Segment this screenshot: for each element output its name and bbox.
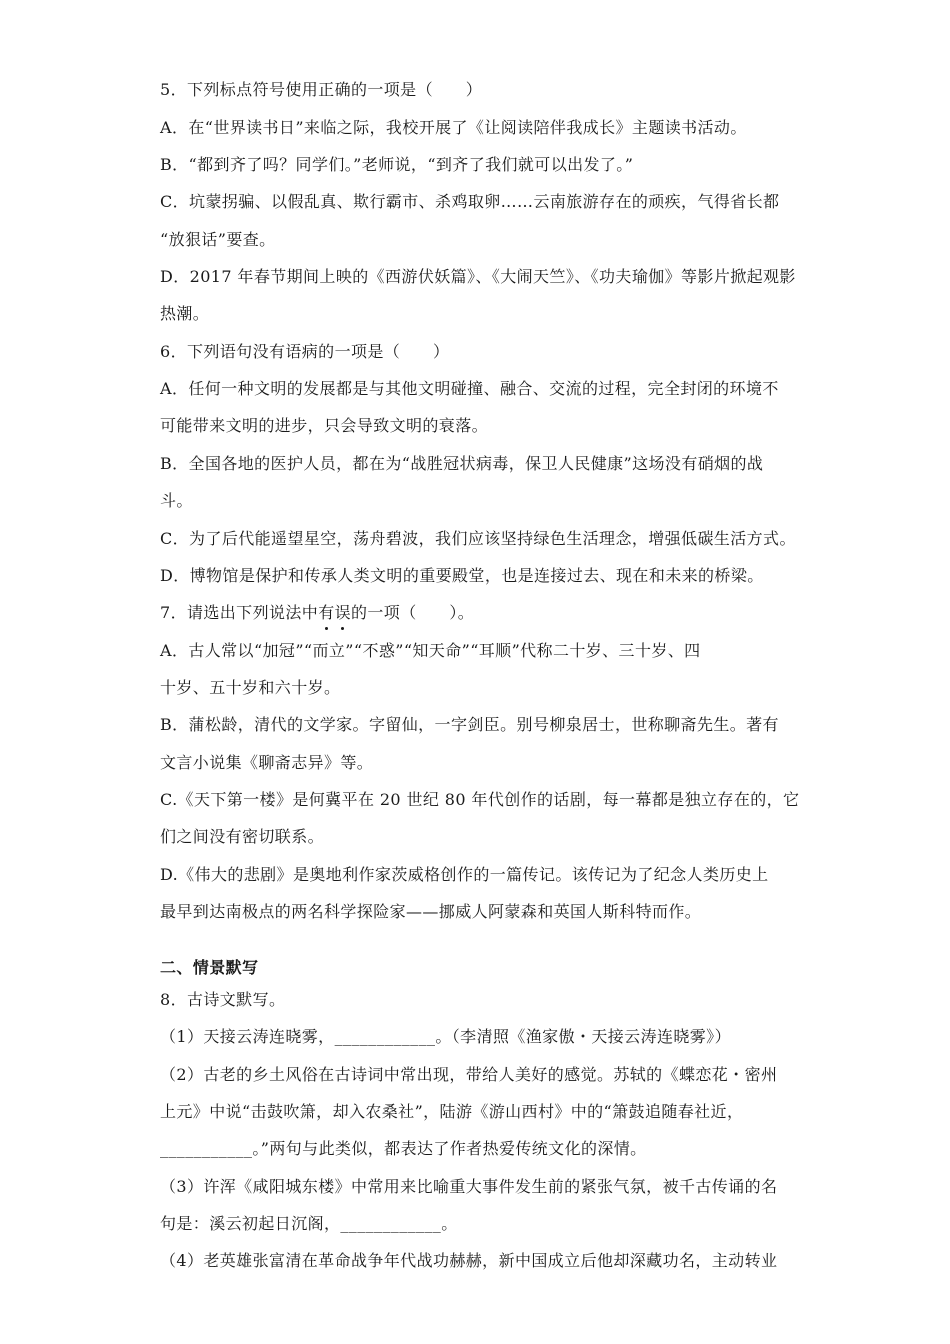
q7-option-b-line2: 文言小说集《聊斋志异》等。 bbox=[160, 753, 374, 772]
q8-stem: 8．古诗文默写。 bbox=[160, 990, 286, 1009]
q7-option-b-line1: B．蒲松龄，清代的文学家。字留仙，一字剑臣。别号柳泉居士，世称聊斋先生。著有 bbox=[160, 715, 779, 734]
q7-option-d-line2: 最早到达南极点的两名科学探险家——挪威人阿蒙森和英国人斯科特而作。 bbox=[160, 902, 702, 921]
q7-option-a-line1: A．古人常以“加冠”“而立”“不惑”“知天命”“耳顺”代称二十岁、三十岁、四 bbox=[160, 641, 701, 660]
q5-stem: 5．下列标点符号使用正确的一项是（ ） bbox=[160, 80, 483, 99]
q8-part2-line1: （2）古老的乡土风俗在古诗词中常出现，带给人美好的感觉。苏轼的《蝶恋花・密州 bbox=[160, 1065, 778, 1084]
q8-part3-line1: （3）许浑《咸阳城东楼》中常用来比喻重大事件发生前的紧张气氛，被千古传诵的名 bbox=[160, 1177, 778, 1196]
q8-part4-line1: （4）老英雄张富清在革命战争年代战功赫赫，新中国成立后他却深藏功名，主动转业 bbox=[160, 1251, 778, 1270]
emphasis-char-you: 有 bbox=[318, 603, 335, 622]
q8-part2-line2: 上元》中说“击鼓吹箫，却入农桑社”，陆游《游山西村》中的“箫鼓追随春社近， bbox=[160, 1102, 744, 1121]
q7-stem-prefix: 7．请选出下列说法中 bbox=[160, 603, 319, 622]
q5-option-d-line1: D．2017 年春节期间上映的《西游伏妖篇》、《大闹天竺》、《功夫瑜伽》等影片掀起观影 bbox=[160, 267, 796, 286]
q7-option-c-line2: 们之间没有密切联系。 bbox=[160, 827, 325, 846]
q6-option-b-line2: 斗。 bbox=[160, 491, 193, 510]
q6-option-a-line2: 可能带来文明的进步，只会导致文明的衰落。 bbox=[160, 416, 489, 435]
q6-option-b-line1: B．全国各地的医护人员，都在为“战胜冠状病毒，保卫人民健康”这场没有硝烟的战 bbox=[160, 454, 764, 473]
q5-option-a: A．在“世界读书日”来临之际，我校开展了《让阅读陪伴我成长》主题读书活动。 bbox=[160, 118, 747, 137]
q7-option-a-line2: 十岁、五十岁和六十岁。 bbox=[160, 678, 341, 697]
q6-option-d: D．博物馆是保护和传承人类文明的重要殿堂，也是连接过去、现在和未来的桥梁。 bbox=[160, 566, 764, 585]
q6-stem: 6．下列语句没有语病的一项是（ ） bbox=[160, 342, 450, 361]
q5-option-c-line1: C．坑蒙拐骗、以假乱真、欺行霸市、杀鸡取卵……云南旅游存在的顽疾，气得省长都 bbox=[160, 192, 780, 211]
q7-stem bbox=[160, 602, 800, 624]
q6-option-c: C．为了后代能遥望星空，荡舟碧波，我们应该坚持绿色生活理念，增强低碳生活方式。 bbox=[160, 529, 796, 548]
q8-part2-line3: ___________。”两句与此类似，都表达了作者热爱传统文化的深情。 bbox=[160, 1139, 647, 1158]
q7-option-d-line1: D.《伟大的悲剧》是奥地利作家茨威格创作的一篇传记。该传记为了纪念人类历史上 bbox=[160, 865, 769, 884]
q7-stem-suffix: 的一项（ ）。 bbox=[351, 603, 475, 622]
q5-option-d-line2: 热潮。 bbox=[160, 304, 210, 323]
q6-option-a-line1: A．任何一种文明的发展都是与其他文明碰撞、融合、交流的过程，完全封闭的环境不 bbox=[160, 379, 779, 398]
q8-part3-line2: 句是：溪云初起日沉阁，____________。 bbox=[160, 1214, 458, 1233]
emphasis-char-wu: 误 bbox=[334, 603, 351, 622]
q5-option-b: B．“都到齐了吗？同学们。”老师说，“到齐了我们就可以出发了。” bbox=[160, 155, 634, 174]
section-heading: 二、情景默写 bbox=[160, 958, 259, 977]
q5-option-c-line2: “放狠话”要查。 bbox=[160, 230, 276, 249]
q7-option-c-line1: C.《天下第一楼》是何冀平在 20 世纪 80 年代创作的话剧，每一幕都是独立存在的，它 bbox=[160, 790, 800, 809]
q8-part1: （1）天接云涛连晓雾，____________。（李清照《渔家傲・天接云涛连晓雾》） bbox=[160, 1027, 731, 1046]
